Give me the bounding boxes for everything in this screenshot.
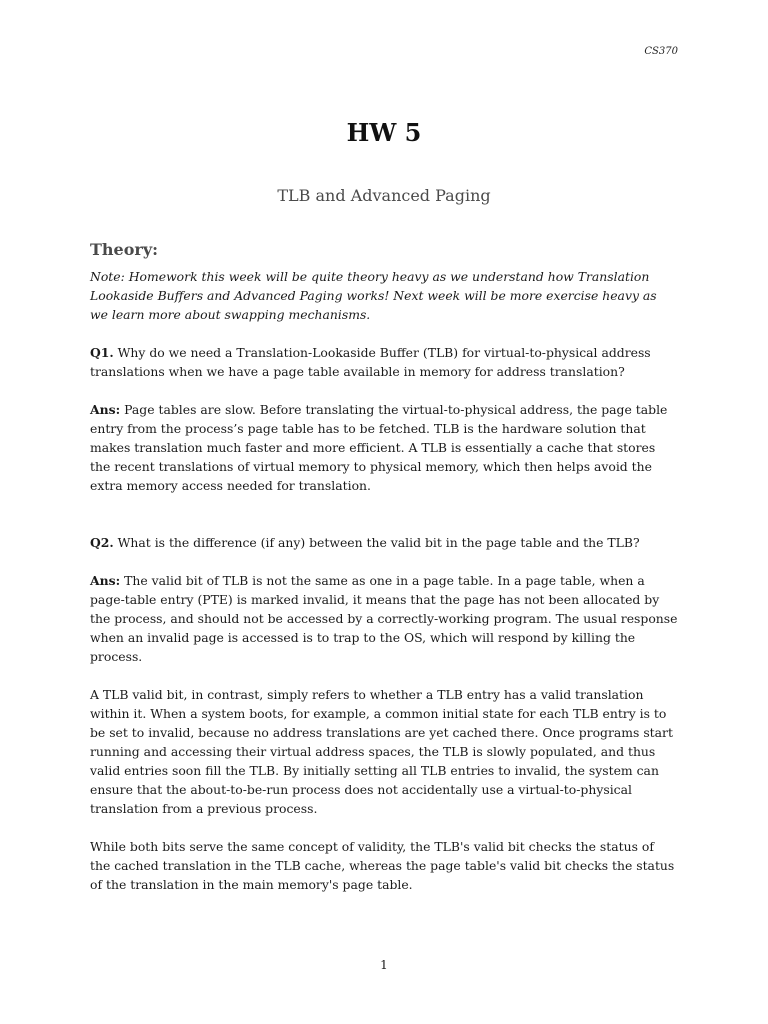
- question-2-label: Q2.: [90, 535, 114, 550]
- answer-2-paragraph-2: A TLB valid bit, in contrast, simply refers to whether a TLB entry has a valid translation within it. When a system boots, for example, a common initial state for each TLB entry is to be set to invalid, because no address translations are yet cached there. Once programs start running and accessing their virtual address spaces, the TLB is slowly populated, and thus valid entries soon fill the TLB. By initially setting all TLB entries to invalid, the system can ensure that the about-to-be-run process does not accidentally use a virtual-to-physical translation from a previous process.: [90, 687, 673, 816]
- course-code-header: CS370: [644, 46, 678, 57]
- answer-2: [90, 571, 678, 666]
- answer-1-text: Page tables are slow. Before translating the virtual-to-physical address, the page table entry from the process’s page table has to be fetched. TLB is the hardware solution that makes translation much faster and more efficient. A TLB is essentially a cache that stores the recent translations of virtual memory to physical memory, which then helps avoid the extra memory access needed for translation.: [90, 402, 668, 493]
- answer-2-label: Ans:: [90, 573, 121, 588]
- answer-1: [90, 400, 678, 495]
- question-1-label: Q1.: [90, 345, 114, 360]
- document-title: HW 5: [346, 118, 422, 147]
- question-1-text: Why do we need a Translation-Lookaside Buffer (TLB) for virtual-to-physical address translations when we have a page table available in memory for address translation?: [90, 345, 651, 379]
- section-heading-theory: Theory:: [90, 240, 159, 259]
- homework-note: Note: Homework this week will be quite theory heavy as we understand how Translation Lookaside Buffers and Advanced Paging works! Next week will be more exercise heavy as we learn more about swapping mechanisms.: [90, 269, 657, 322]
- answer-2-text: The valid bit of TLB is not the same as one in a page table. In a page table, when a page-table entry (PTE) is marked invalid, it means that the page has not been allocated by the process, and should not be accessed by a correctly-working program. The usual response when an invalid page is accessed is to trap to the OS, which will respond by killing the process.: [90, 573, 678, 664]
- question-2-text: What is the difference (if any) between the valid bit in the page table and the TLB?: [113, 535, 640, 550]
- page-number: 1: [380, 958, 388, 972]
- question-2: [90, 533, 678, 552]
- question-1: [90, 343, 678, 381]
- document-body: [90, 240, 678, 913]
- answer-2-paragraph-3: While both bits serve the same concept of validity, the TLB's valid bit checks the status of the cached translation in the TLB cache, whereas the page table's valid bit checks the status of the translation in the main memory's page table.: [90, 839, 675, 892]
- answer-1-label: Ans:: [90, 402, 121, 417]
- document-subtitle: TLB and Advanced Paging: [277, 186, 491, 205]
